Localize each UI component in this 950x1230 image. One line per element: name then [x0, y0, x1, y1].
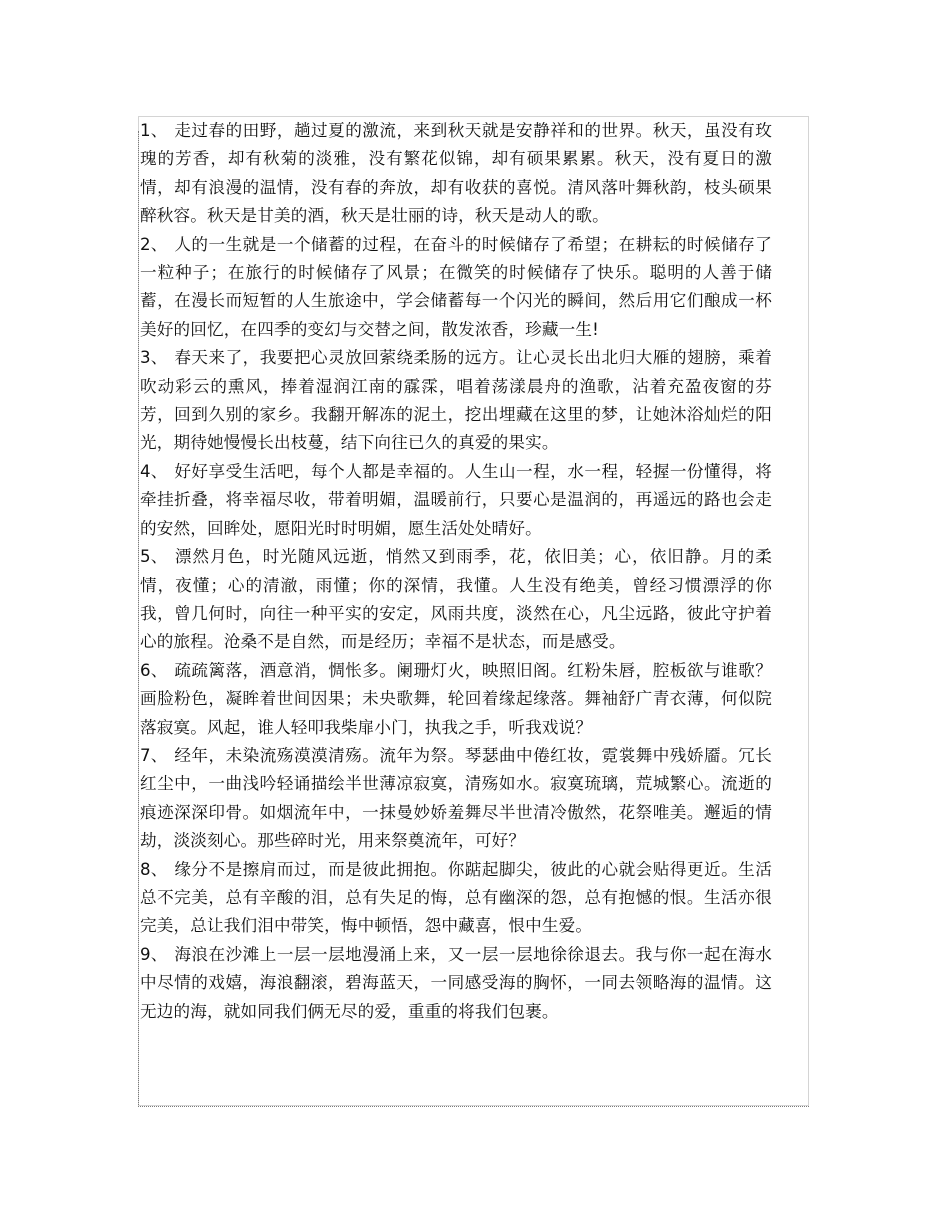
entry-text: 人的一生就是一个储蓄的过程，在奋斗的时候储存了希望；在耕耘的时候储存了一粒种子；在旅行的时候储存了风景；在微笑的时候储存了快乐。聪明的人善于储蓄，在漫长而短暂的人生旅途中，学会储蓄每一个闪光的瞬间，然后用它们酿成一杯美好的回忆，在四季的变幻与交替之间，散发浓香，珍藏一生! [140, 234, 772, 339]
entry-text: 疏疏篱落，酒意消，惆怅多。阑珊灯火，映照旧阁。红粉朱唇，腔板欲与谁歌？画脸粉色，凝眸着世间因果；未央歌舞，轮回着缘起缘落。舞袖舒广青衣薄，何似院落寂寞。风起，谁人轻叩我柴扉小门，执我之手，听我戏说？ [140, 660, 772, 737]
entry-text: 好好享受生活吧，每个人都是幸福的。人生山一程，水一程，轻握一份懂得，将牵挂折叠，将幸福尽收，带着明媚，温暖前行，只要心是温润的，再遥远的路也会走的安然，回眸处，愿阳光时时明媚，愿生活处处晴好。 [140, 461, 772, 538]
entry-text: 春天来了，我要把心灵放回萦绕柔肠的远方。让心灵长出北归大雁的翅膀，乘着吹动彩云的熏风，捧着湿润江南的霡霂，唱着荡漾晨舟的渔歌，沾着充盈夜窗的芬芳，回到久别的家乡。我翻开解冻的泥土，挖出埋藏在这里的梦，让她沐浴灿烂的阳光，期待她慢慢长出枝蔓，结下向往已久的真爱的果实。 [140, 348, 772, 453]
entry-number: 6、 [140, 660, 168, 680]
entry-7 [140, 742, 772, 856]
entry-text: 海浪在沙滩上一层一层地漫涌上来，又一层一层地徐徐退去。我与你一起在海水中尽情的戏嬉，海浪翻滚，碧海蓝天，一同感受海的胸怀，一同去领略海的温情。这无边的海，就如同我们俩无尽的爱，重重的将我们包裹。 [140, 944, 772, 1021]
entry-number: 7、 [140, 745, 168, 765]
entry-text: 漂然月色，时光随风远逝，悄然又到雨季，花，依旧美；心，依旧静。月的柔情，夜懂；心的清澈，雨懂；你的深情，我懂。人生没有绝美，曾经习惯漂浮的你我，曾几何时，向往一种平实的安定，风雨共度，淡然在心，凡尘远路，彼此守护着心的旅程。沧桑不是自然，而是经历；幸福不是状态，而是感受。 [140, 547, 772, 652]
entry-1 [140, 117, 772, 231]
document-body [140, 117, 772, 1026]
entry-text: 经年，未染流殇漠漠清殇。流年为祭。琴瑟曲中倦红妆，霓裳舞中残娇靥。冗长红尘中，一曲浅吟轻诵描绘半世薄凉寂寞，清殇如水。寂寞琉璃，荒城繁心。流逝的痕迹深深印骨。如烟流年中，一抹曼妙娇羞舞尽半世清冷傲然，花祭唯美。邂逅的情劫，淡淡刻心。那些碎时光，用来祭奠流年，可好？ [140, 745, 772, 851]
entry-number: 3、 [140, 348, 168, 368]
entry-3 [140, 344, 772, 458]
entry-number: 1、 [140, 121, 168, 140]
entry-number: 2、 [140, 234, 168, 254]
entry-5 [140, 543, 772, 657]
entry-9 [140, 941, 772, 1026]
entry-number: 8、 [140, 859, 168, 879]
entry-4 [140, 458, 772, 543]
entry-number: 4、 [140, 461, 168, 481]
entry-text: 缘分不是擦肩而过，而是彼此拥抱。你踮起脚尖，彼此的心就会贴得更近。生活总不完美，总有辛酸的泪，总有失足的悔，总有幽深的怨，总有抱憾的恨。生活亦很完美，总让我们泪中带笑，悔中顿悟，怨中藏喜，恨中生爱。 [140, 859, 772, 936]
entry-8 [140, 856, 772, 941]
entry-6 [140, 657, 772, 742]
entry-number: 9、 [140, 944, 168, 964]
entry-text: 走过春的田野，趟过夏的激流，来到秋天就是安静祥和的世界。秋天，虽没有玫瑰的芳香，却有秋菊的淡雅，没有繁花似锦，却有硕果累累。秋天，没有夏日的激情，却有浪漫的温情，没有春的奔放，却有收获的喜悦。清风落叶舞秋韵，枝头硕果醉秋容。秋天是甘美的酒，秋天是壮丽的诗，秋天是动人的歌。 [140, 121, 772, 226]
entry-2 [140, 231, 772, 345]
entry-number: 5、 [140, 547, 168, 567]
